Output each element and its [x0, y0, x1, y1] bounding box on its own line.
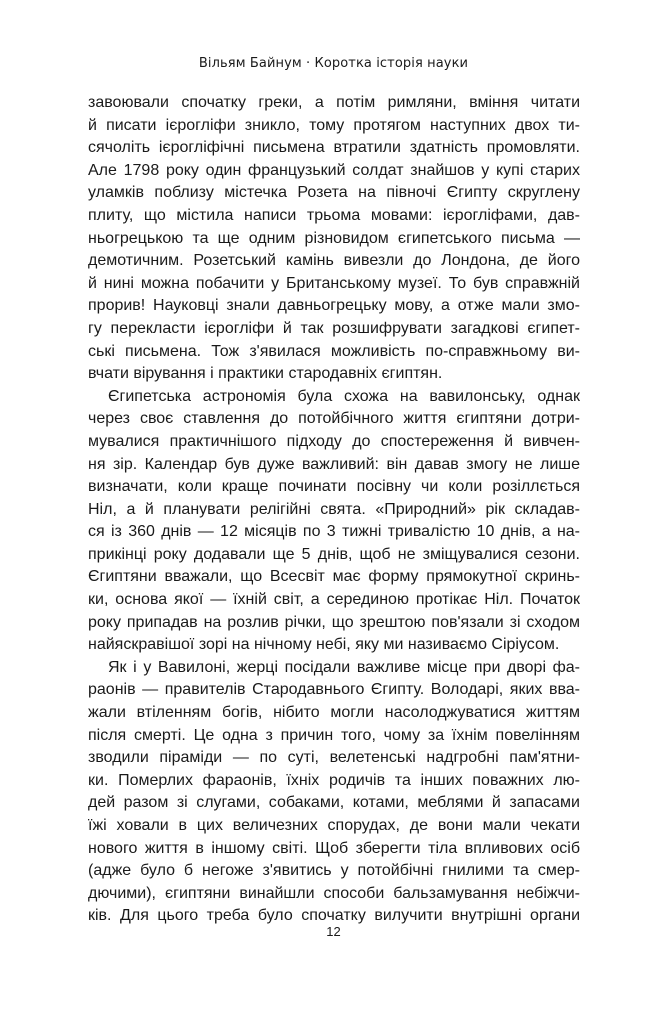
paragraph: [88, 386, 580, 657]
text-line: Як і у Вавилоні, жерці посідали важливе місце при дворі фа-: [108, 658, 580, 676]
text-line: після смерті. Це одна з причин того, чому за їхнім повелінням: [88, 726, 580, 744]
text-line: ків. Для цього треба було спочатку вилучити внутрішні органи: [88, 907, 580, 925]
text-line: раонів — правителів Стародавнього Єгипту. Володарі, яких вва-: [88, 681, 580, 699]
text-line: дючими), єгиптяни винайшли способи бальзамування небіжчи-: [88, 884, 580, 902]
running-header: Вільям Байнум · Коротка історія науки: [198, 56, 469, 71]
text-line: року припадав на розлив річки, що зрештою пов'язали зі сходом: [88, 613, 580, 631]
text-line: нового життя в іншому світі. Щоб зберегти тіла впливових осіб: [88, 839, 580, 857]
text-line: зводили піраміди — по суті, велетенські надгробні пам'ятни-: [88, 749, 580, 767]
text-line: плиту, що містила написи трьома мовами: ієрогліфами, дав-: [88, 206, 580, 224]
text-line: Єгиптяни вважали, що Всесвіт має форму прямокутної скринь-: [88, 568, 580, 586]
text-line: ські письмена. Тож з'явилася можливість по-справжньому ви-: [88, 342, 580, 360]
text-line: визначати, коли краще починати посівну чи коли розіллється: [88, 478, 580, 496]
text-line: ньогрецькою та ще одним різновидом єгипетського письма —: [88, 229, 580, 247]
text-line: гу перекласти ієрогліфи й так розшифрувати загадкові єгипет-: [88, 319, 580, 337]
text-line: дей разом зі слугами, собаками, котами, меблями й запасами: [88, 794, 580, 812]
text-line: ня зір. Календар був дуже важливий: він давав змогу не лише: [88, 455, 580, 473]
paragraph: [88, 92, 580, 386]
page-number: 12: [326, 924, 341, 939]
paragraph: [88, 657, 580, 928]
text-line: уламків поблизу містечка Розета на півночі Єгипту скруглену: [88, 184, 580, 202]
text-line: вчати вірування і практики стародавніх єгиптян.: [88, 365, 443, 383]
text-line: жали втіленням богів, нібито могли насолоджуватися життям: [88, 704, 580, 722]
text-line: Ніл, а й планувати релігійні свята. «Природний» рік складав-: [88, 500, 580, 518]
text-line: й нині можна побачити у Британському музеї. То був справжній: [88, 274, 580, 292]
text-line: найяскравішої зорі на нічному небі, яку ми називаємо Сіріусом.: [88, 636, 560, 654]
body-text: [88, 92, 580, 928]
text-line: ся із 360 днів — 12 місяців по 3 тижні тривалістю 10 днів, а на-: [88, 523, 580, 541]
text-line: Але 1798 року один французький солдат знайшов у купі старих: [88, 161, 580, 179]
text-line: Єгипетська астрономія була схожа на вавилонську, однак: [108, 387, 580, 405]
text-line: (адже було б негоже з'явитись у потойбічні гнилими та смер-: [88, 862, 580, 880]
text-line: ки. Померлих фараонів, їхніх родичів та інших поважних лю-: [88, 771, 580, 789]
text-line: завоювали спочатку греки, а потім римляни, вміння читати: [88, 94, 580, 111]
text-line: через своє ставлення до потойбічного життя єгиптяни дотри-: [88, 410, 580, 428]
text-line: мувалися практичнішого підходу до спостереження й вивчен-: [88, 432, 580, 450]
text-line: й писати ієрогліфи зникло, тому протягом наступних двох ти-: [88, 116, 580, 134]
text-line: сячоліть ієрогліфічні письмена втратили здатність промовляти.: [88, 139, 580, 157]
text-line: прорив! Науковці знали давньогрецьку мову, а отже мали змо-: [88, 297, 580, 315]
text-line: їжі ховали в цих величезних спорудах, де вони мали чекати: [88, 817, 580, 834]
text-line: прикінці року додавали ще 5 днів, щоб не зміщувалися сезони.: [88, 545, 580, 563]
text-line: демотичним. Розетський камінь вивезли до Лондона, де його: [88, 252, 580, 270]
text-line: ки, основа якої — їхній світ, а серединою протікає Ніл. Початок: [88, 591, 580, 609]
